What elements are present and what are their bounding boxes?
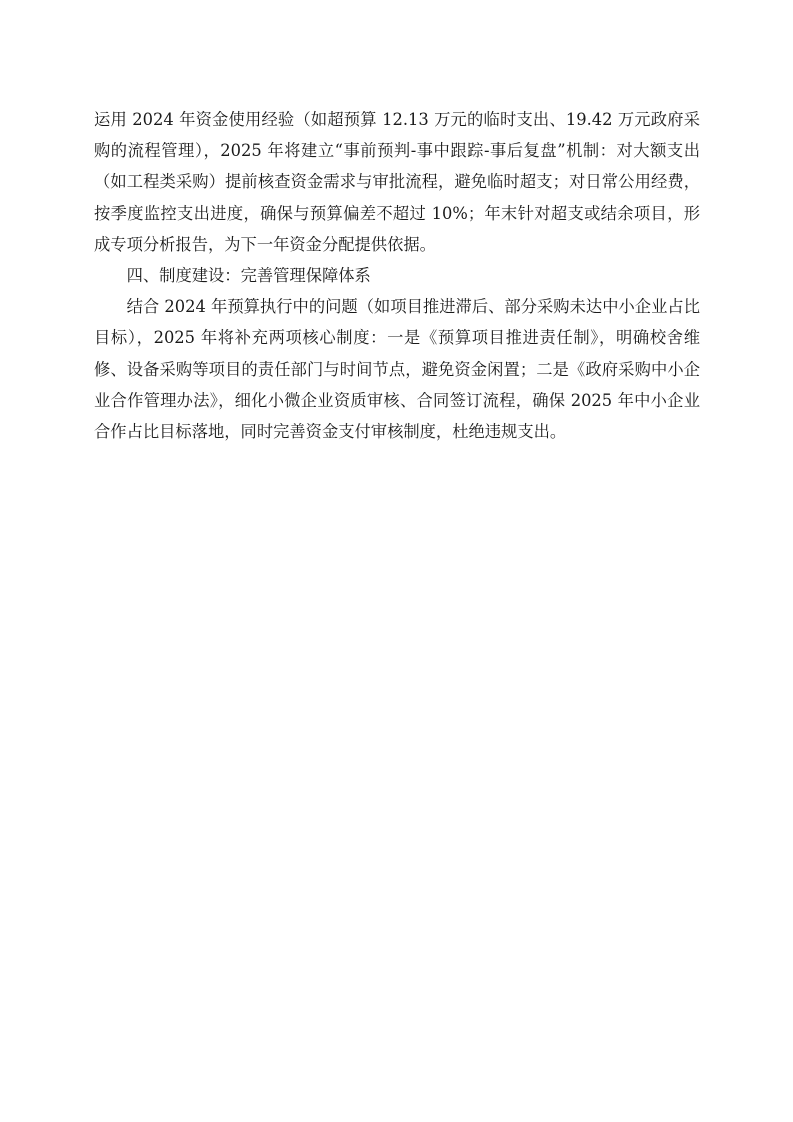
document-body	[94, 104, 700, 447]
body-paragraph: 运用 2024 年资金使用经验（如超预算 12.13 万元的临时支出、19.42 万元政府采购的流程管理），2025 年将建立“事前预判-事中跟踪-事后复盘”机制：对大额支出（如工程类采购）提前核查资金需求与审批流程，避免临时超支；对日常公用经费，按季度监控支出进度，确保与预算偏差不超过 10%；年末针对超支或结余项目，形成专项分析报告，为下一年资金分配提供依据。	[94, 110, 700, 254]
section-heading: 四、制度建设：完善管理保障体系	[126, 266, 371, 286]
body-paragraph: 结合 2024 年预算执行中的问题（如项目推进滞后、部分采购未达中小企业占比目标），2025 年将补充两项核心制度：一是《预算项目推进责任制》，明确校舍维修、设备采购等项目的责任部门与时间节点，避免资金闲置；二是《政府采购中小企业合作管理办法》，细化小微企业资质审核、合同签订流程，确保 2025 年中小企业合作占比目标落地，同时完善资金支付审核制度，杜绝违规支出。	[94, 297, 700, 442]
